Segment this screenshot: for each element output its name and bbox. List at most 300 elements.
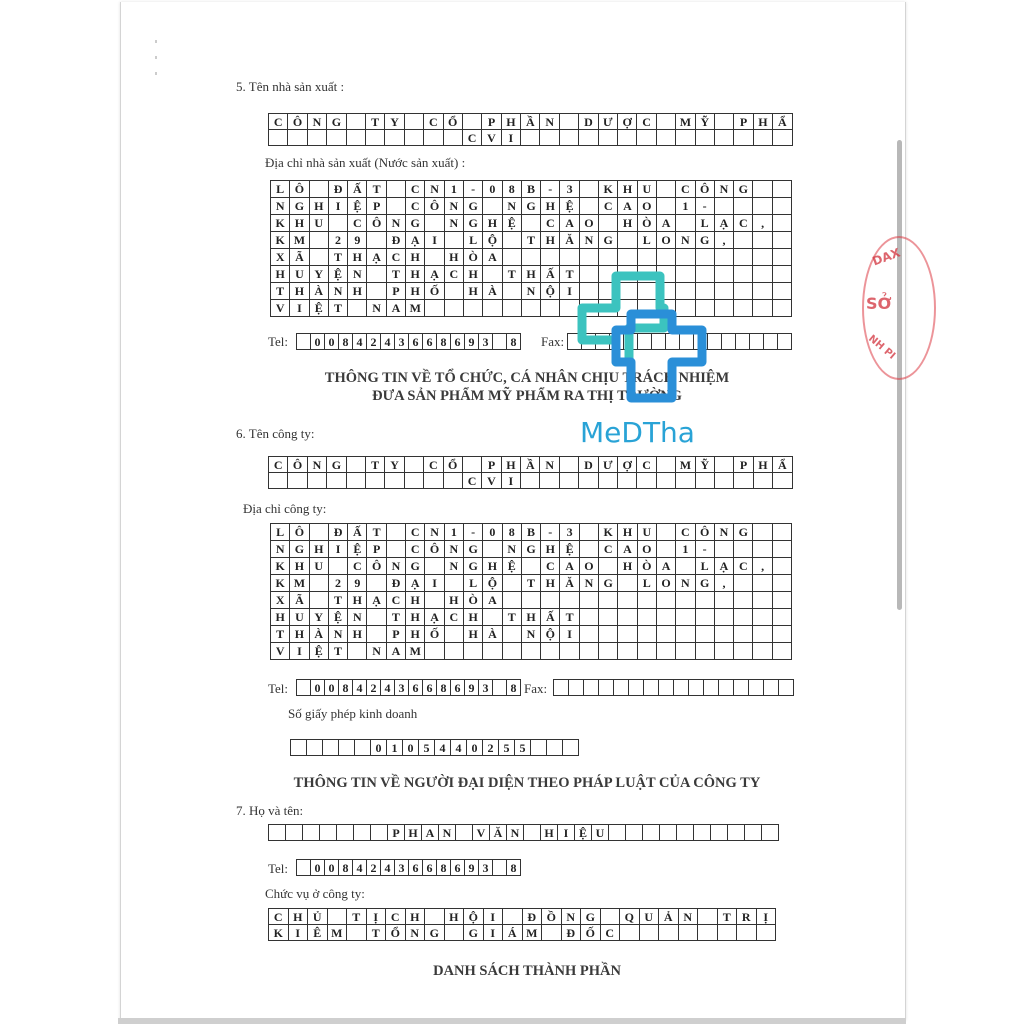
char-box [425,300,444,317]
char-box: N [439,825,456,841]
char-box [327,130,346,146]
char-box: K [599,524,618,541]
char-box: 0 [483,524,502,541]
char-box [348,643,367,660]
char-box [483,266,502,283]
char-box: Ã [290,249,309,266]
char-box: 5 [499,740,515,756]
char-box [560,114,579,130]
char-box [715,609,734,626]
char-box: 2 [367,680,381,696]
char-box [580,249,599,266]
char-box: Ò [638,215,657,232]
char-box [773,300,792,317]
section-heading: THÔNG TIN VỀ NGƯỜI ĐẠI DIỆN THEO PHÁP LUẬT CỦA CÔNG TY [293,775,761,791]
char-box: G [696,575,715,592]
char-box: I [502,130,521,146]
company-tel-grid [296,679,521,696]
char-box: Ỹ [696,114,715,130]
page-bottom-edge [118,1018,906,1024]
char-box: 6 [451,334,465,350]
char-box: Ầ [521,457,540,473]
char-box: O [657,575,676,592]
char-box: C [676,524,695,541]
char-box [676,609,695,626]
char-box: K [271,215,290,232]
char-box: T [366,114,385,130]
char-box: C [637,114,656,130]
char-box: D [579,114,598,130]
char-box: M [290,575,309,592]
char-box [753,198,772,215]
char-box [734,643,753,660]
char-box [711,825,728,841]
char-box: - [541,181,560,198]
char-box [541,592,560,609]
char-box: Ă [560,575,579,592]
char-box: 0 [403,740,419,756]
char-box [638,626,657,643]
char-box [483,300,502,317]
company-address-grid [270,523,792,660]
char-box [773,524,792,541]
char-box: H [522,266,541,283]
char-box [367,609,386,626]
char-box: I [329,198,348,215]
char-box: , [715,232,734,249]
char-box: C [599,541,618,558]
char-box [366,130,385,146]
char-box: Đ [387,232,406,249]
char-box: P [388,825,405,841]
char-box: 3 [479,680,493,696]
char-box: P [482,114,501,130]
char-box: L [464,575,483,592]
char-box: Ổ [386,925,406,941]
char-box: H [271,266,290,283]
char-box: N [676,232,695,249]
char-box [620,925,640,941]
char-box: C [424,457,443,473]
char-box: P [367,541,386,558]
char-box: Ã [290,592,309,609]
char-box: 8 [437,334,451,350]
char-box: 2 [329,575,348,592]
char-box: N [445,215,464,232]
char-box [483,643,502,660]
char-box [734,626,753,643]
char-box [637,130,656,146]
section-heading: DANH SÁCH THÀNH PHẦN [433,963,621,979]
char-box: H [310,198,329,215]
char-box: Ô [696,524,715,541]
char-box: Ạ [715,215,734,232]
char-box [750,334,764,350]
char-box: Đ [562,925,582,941]
char-box [657,198,676,215]
char-box [715,130,734,146]
char-box [493,680,507,696]
char-box: 8 [339,334,353,350]
char-box [367,283,386,300]
char-box: H [406,283,425,300]
char-box [773,541,792,558]
char-box: N [425,181,444,198]
char-box: T [367,925,387,941]
char-box [269,130,288,146]
char-box: 2 [483,740,499,756]
char-box: Y [385,457,404,473]
char-box: H [522,609,541,626]
char-box: T [560,266,579,283]
char-box [753,232,772,249]
char-box [753,283,772,300]
representative-position-label: Chức vụ ở công ty: [265,886,365,901]
char-box: 4 [353,680,367,696]
char-box: Ư [599,457,618,473]
char-box [753,626,772,643]
char-box: Ộ [541,626,560,643]
char-box: Ố [425,626,444,643]
char-box: Ộ [483,232,502,249]
char-box: A [657,215,676,232]
char-box: Ấ [541,266,560,283]
char-box: G [464,925,484,941]
char-box [618,473,637,489]
char-box: H [464,283,483,300]
char-box: C [463,473,482,489]
char-box [503,592,522,609]
char-box: H [445,249,464,266]
char-box: 4 [451,740,467,756]
char-box: A [387,300,406,317]
char-box: C [463,130,482,146]
char-box: C [406,198,425,215]
char-box [657,249,676,266]
char-box: Ộ [464,909,484,925]
char-box [676,249,695,266]
char-box [629,680,644,696]
char-box: K [271,575,290,592]
char-box: N [580,575,599,592]
char-box [618,249,637,266]
char-box: G [581,909,601,925]
char-box [753,609,772,626]
char-box [704,680,719,696]
char-box [323,740,339,756]
char-box: Ô [367,215,386,232]
char-box: H [310,541,329,558]
char-box: I [502,473,521,489]
char-box [696,592,715,609]
medical-cross-logo-icon [574,270,709,405]
char-box: H [348,626,367,643]
char-box [541,249,560,266]
char-box [734,680,749,696]
char-box [584,680,599,696]
char-box: C [269,457,288,473]
char-box: T [387,266,406,283]
char-box: Ẩ [773,114,792,130]
char-box: T [329,643,348,660]
char-box [660,825,677,841]
char-box [679,925,699,941]
char-box: O [638,198,657,215]
char-box [347,925,367,941]
char-box [676,215,695,232]
char-box: Ạ [425,266,444,283]
char-box: 2 [367,860,381,876]
char-box [753,249,772,266]
char-box: M [523,925,543,941]
char-box: H [464,266,483,283]
char-box: N [348,609,367,626]
char-box [425,909,445,925]
char-box: 3 [479,334,493,350]
char-box: H [348,249,367,266]
char-box: Ấ [348,524,367,541]
char-box [676,130,695,146]
char-box [599,130,618,146]
char-box: H [618,181,637,198]
char-box [734,473,753,489]
char-box: T [522,575,541,592]
char-box: C [406,181,425,198]
char-box: H [618,524,637,541]
char-box [493,860,507,876]
char-box: C [445,266,464,283]
char-box [367,266,386,283]
char-box: H [445,592,464,609]
char-box: Ổ [444,457,463,473]
char-box [773,626,792,643]
char-box: Ố [581,925,601,941]
char-box: C [601,925,621,941]
char-box: A [483,249,502,266]
char-box: G [522,541,541,558]
char-box: 4 [381,860,395,876]
char-box: H [502,457,521,473]
char-box [696,643,715,660]
char-box: K [271,232,290,249]
char-box: K [269,925,289,941]
char-box: Á [503,925,523,941]
char-box: D [579,457,598,473]
char-box: H [445,909,465,925]
char-box [734,130,753,146]
char-box [676,643,695,660]
char-box: - [464,524,483,541]
char-box: N [367,643,386,660]
char-box: H [348,592,367,609]
char-box: N [715,181,734,198]
char-box [387,524,406,541]
char-box: T [329,592,348,609]
char-box [638,249,657,266]
char-box: 8 [437,860,451,876]
char-box: 8 [503,181,522,198]
char-box [354,825,371,841]
char-box [580,181,599,198]
char-box [657,643,676,660]
char-box [715,198,734,215]
char-box: 3 [560,524,579,541]
char-box: G [327,457,346,473]
char-box: G [290,198,309,215]
char-box [563,740,579,756]
char-box [749,680,764,696]
char-box [483,541,502,558]
char-box: V [271,643,290,660]
char-box: H [483,215,502,232]
char-box: I [560,283,579,300]
char-box: T [347,909,367,925]
char-box: - [464,181,483,198]
char-box [753,300,772,317]
char-box: À [310,283,329,300]
char-box: G [406,215,425,232]
char-box: Ò [638,558,657,575]
tel-label: Tel: [268,681,289,696]
char-box [405,130,424,146]
char-box: G [464,558,483,575]
char-box: H [271,609,290,626]
char-box: Ị [367,909,387,925]
char-box: Ò [464,249,483,266]
char-box: T [271,283,290,300]
section-heading: THÔNG TIN VỀ TỔ CHỨC, CÁ NHÂN CHỊU TRÁCH NHIỆM [324,370,730,386]
char-box [696,473,715,489]
char-box: U [290,266,309,283]
char-box [445,300,464,317]
char-box: Ô [288,114,307,130]
char-box: Ệ [560,541,579,558]
char-box: G [522,198,541,215]
char-box [503,626,522,643]
char-box: N [679,909,699,925]
char-box: À [483,626,502,643]
char-box: C [541,215,560,232]
char-box [503,300,522,317]
representative-name-label: 7. Họ và tên: [236,803,304,818]
char-box: Ệ [348,198,367,215]
char-box: N [540,114,559,130]
char-box: Ô [290,524,309,541]
char-box [337,825,354,841]
char-box: Ệ [560,198,579,215]
char-box [347,130,366,146]
char-box [657,541,676,558]
char-box: I [425,575,444,592]
char-box: Ệ [503,558,522,575]
char-box: L [696,215,715,232]
char-box: 2 [329,232,348,249]
char-box: 0 [371,740,387,756]
char-box: U [592,825,609,841]
char-box: C [269,114,288,130]
char-box: I [484,925,504,941]
char-box: M [676,114,695,130]
char-box: T [329,300,348,317]
char-box [463,457,482,473]
char-box [689,680,704,696]
manufacturer-name-label: 5. Tên nhà sản xuất : [236,79,345,94]
char-box: Ă [490,825,507,841]
char-box: H [348,283,367,300]
char-box [715,283,734,300]
char-box [618,609,637,626]
char-box [736,334,750,350]
char-box: H [290,283,309,300]
char-box: N [271,198,290,215]
char-box [638,643,657,660]
char-box: Đ [523,909,543,925]
char-box [734,266,753,283]
char-box [715,643,734,660]
char-box: Ệ [329,266,348,283]
char-box [425,558,444,575]
char-box: Ợ [618,114,637,130]
char-box [444,473,463,489]
char-box: M [406,300,425,317]
char-box: H [406,249,425,266]
char-box [580,609,599,626]
char-box [640,925,660,941]
char-box: 0 [483,181,502,198]
char-box [579,130,598,146]
char-box [659,925,679,941]
char-box: À [483,283,502,300]
char-box: 0 [311,334,325,350]
char-box: U [638,524,657,541]
char-box: H [289,909,309,925]
char-box [464,300,483,317]
char-box: T [522,232,541,249]
char-box: U [290,609,309,626]
char-box: L [271,524,290,541]
char-box: X [271,249,290,266]
char-box [483,198,502,215]
char-box: 3 [479,860,493,876]
char-box: Ấ [541,609,560,626]
char-box [580,592,599,609]
char-box: C [387,249,406,266]
char-box: 0 [325,334,339,350]
char-box [773,181,792,198]
char-box: R [737,909,757,925]
char-box [521,130,540,146]
char-box: G [425,925,445,941]
char-box: N [271,541,290,558]
char-box [541,643,560,660]
char-box: T [367,181,386,198]
char-box: U [638,181,657,198]
char-box [424,130,443,146]
char-box [614,680,629,696]
char-box [445,643,464,660]
char-box [580,198,599,215]
char-box: A [657,558,676,575]
char-box: L [464,232,483,249]
char-box: A [483,592,502,609]
char-box: 5 [419,740,435,756]
char-box: C [541,558,560,575]
char-box: N [329,626,348,643]
char-box [308,473,327,489]
char-box: H [541,825,558,841]
char-box [385,130,404,146]
company-address-label: Địa chỉ công ty: [243,501,327,516]
